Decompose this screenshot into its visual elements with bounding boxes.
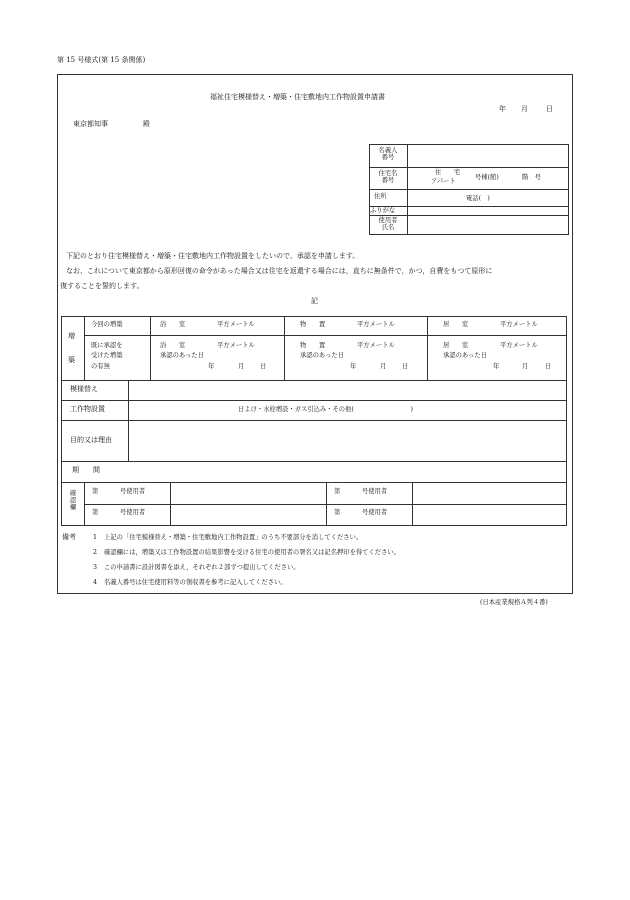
living-month: 月 — [522, 363, 529, 370]
confirm-label-2: 認 — [69, 497, 77, 505]
row-current-label: 今回の増築 — [91, 321, 123, 328]
label-bango-1: 番号 — [381, 154, 395, 162]
storage-unit-current: 平方メートル — [357, 321, 395, 328]
phone-field: 電話( ) — [466, 195, 490, 202]
kousakubutsu-options: 日よけ・水栓増設・ガス引込み・その他( ) — [238, 406, 413, 413]
storage-name-current: 物 置 — [300, 321, 326, 328]
confirm-1-dai: 第 — [92, 488, 99, 495]
note-1-no: 1 — [93, 534, 98, 541]
confirm-3-dai: 第 — [92, 509, 99, 516]
moyogae-label: 模様替え — [70, 385, 98, 393]
label-jutakumei: 住宅名 — [378, 170, 398, 177]
label-user-name — [370, 217, 406, 231]
form-number: 第 15 号様式(第 15 条関係) — [57, 56, 146, 64]
notes-label: 備考 — [62, 533, 76, 541]
label-address: 住所 — [374, 193, 387, 200]
bath-day: 日 — [260, 363, 267, 370]
living-name-current: 居 室 — [443, 321, 469, 328]
row-prev-label-1: 既に承認を — [91, 342, 123, 349]
label-jutaku-bango — [370, 170, 406, 184]
living-name-prev: 居 室 — [443, 342, 469, 349]
label-meiginin: 名義人 — [378, 147, 398, 154]
storage-month: 月 — [380, 363, 387, 370]
kousakubutsu-label: 工作物設置 — [70, 405, 105, 413]
label-furigana: ふりがな — [370, 207, 396, 214]
ki-mark: 記 — [311, 297, 318, 305]
room-number: 階 号 — [522, 174, 541, 181]
jis-standard-note: (日本産業規格Ａ列４番) — [480, 599, 548, 606]
storage-approved-date: 承認のあった日 — [300, 352, 345, 359]
bath-year: 年 — [208, 363, 215, 370]
confirm-2-user: 号使用者 — [362, 488, 388, 495]
storage-day: 日 — [402, 363, 409, 370]
date-month: 月 — [521, 105, 528, 113]
note-1-text: 上記の「住宅模様替え・増築・住宅敷地内工作物設置」のうち不要部分を消してください。 — [104, 534, 363, 541]
date-year: 年 — [499, 105, 506, 113]
zouchiku-label-1: 増 — [68, 332, 75, 340]
storage-year: 年 — [350, 363, 357, 370]
living-day: 日 — [545, 363, 552, 370]
addressee-name: 東京都知事 — [73, 120, 108, 128]
living-unit-prev: 平方メートル — [500, 342, 538, 349]
purpose-label: 目的又は理由 — [70, 436, 112, 444]
note-4-no: 4 — [93, 579, 98, 586]
label-shimei: 氏名 — [381, 224, 395, 232]
confirm-4-dai: 第 — [334, 509, 341, 516]
note-3-text: この申請書に設計図書を添え，それぞれ２部ずつ提出してください。 — [104, 564, 300, 571]
confirm-label-1: 確 — [69, 490, 77, 497]
body-paragraph-1: 下記のとおり住宅模様替え・増築・住宅敷地内工作物設置をしたいので、承認を申請します。 — [66, 252, 360, 260]
confirm-label-3: 欄 — [69, 504, 77, 512]
bath-unit-current: 平方メートル — [217, 321, 255, 328]
addressee-honorific: 殿 — [143, 120, 150, 128]
zouchiku-label-2: 築 — [68, 356, 75, 364]
date-day: 日 — [546, 105, 553, 113]
building-number: 号棟(館) — [475, 174, 499, 181]
housing-type-apart: アパート — [431, 178, 456, 185]
bath-approved-date: 承認のあった日 — [160, 352, 205, 359]
body-paragraph-2a: なお、これについて東京都から原形回復の命令があった場合又は住宅を返還する場合には，直ちに無条件で，かつ，自費をもつて原形に — [66, 267, 493, 275]
label-meigi-bango — [370, 147, 406, 161]
confirm-column-label — [62, 490, 84, 512]
living-approved-date: 承認のあった日 — [443, 352, 488, 359]
confirm-4-user: 号使用者 — [362, 509, 388, 516]
note-2-no: 2 — [93, 549, 98, 556]
note-3-no: 3 — [93, 564, 98, 571]
housing-type-jutaku: 住 宅 — [435, 169, 461, 176]
storage-unit-prev: 平方メートル — [357, 342, 395, 349]
living-unit-current: 平方メートル — [500, 321, 538, 328]
form-title: 福祉住宅模様替え・増築・住宅敷地内工作物設置申請書 — [210, 93, 385, 101]
note-2-text: 確認欄には，増築又は工作物設置の結果影響を受ける住宅の使用者の署名又は記名押印を得てください。 — [104, 549, 400, 556]
bath-unit-prev: 平方メートル — [217, 342, 255, 349]
note-4-text: 名義人番号は住宅使用料等の領収書を参考に記入してください。 — [104, 579, 287, 586]
living-year: 年 — [493, 363, 500, 370]
label-shiyosha: 使用者 — [378, 217, 398, 224]
bath-month: 月 — [238, 363, 245, 370]
period-label: 期 間 — [72, 466, 100, 474]
row-prev-label-3: の有無 — [91, 363, 110, 370]
confirm-1-user: 号使用者 — [120, 488, 146, 495]
confirm-3-user: 号使用者 — [120, 509, 146, 516]
storage-name-prev: 物 置 — [300, 342, 326, 349]
bath-name-prev: 浴 室 — [160, 342, 186, 349]
row-prev-label-2: 受けた増築 — [91, 352, 123, 359]
bath-name-current: 浴 室 — [160, 321, 186, 328]
body-paragraph-2b: 復することを誓約します。 — [60, 282, 144, 290]
confirm-2-dai: 第 — [334, 488, 341, 495]
label-bango-2: 番号 — [381, 177, 395, 185]
